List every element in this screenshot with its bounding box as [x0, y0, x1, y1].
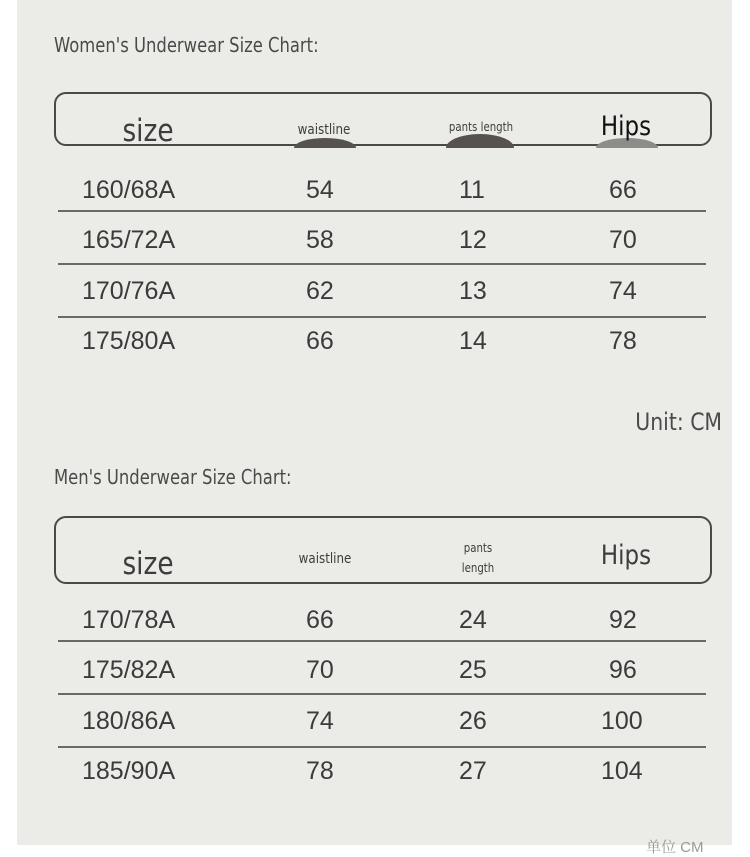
- footer-unit-label: 单位 CM: [646, 839, 704, 856]
- size-cell: 175/80A: [82, 327, 176, 355]
- waist-cell: 70: [306, 656, 334, 684]
- hips-cell: 66: [609, 176, 637, 204]
- table-row: [0, 757, 750, 787]
- women-header-pants-length: pants length: [448, 120, 514, 134]
- row-divider: [58, 640, 706, 642]
- table-row: [0, 327, 750, 357]
- hips-cell: 78: [609, 327, 637, 355]
- row-divider: [58, 693, 706, 695]
- women-chart-title: Women's Underwear Size Chart:: [54, 33, 319, 57]
- pants-length-cell: 12: [459, 226, 487, 254]
- size-cell: 170/78A: [82, 606, 176, 634]
- table-row: [0, 707, 750, 737]
- pants-length-cell: 13: [459, 277, 487, 305]
- size-cell: 170/76A: [82, 277, 176, 305]
- waist-cell: 78: [306, 757, 334, 785]
- pants-length-cell: 26: [459, 707, 487, 735]
- table-row: [0, 656, 750, 686]
- men-header-pants-line2: length: [461, 561, 495, 575]
- men-header-pants-line1: pants: [463, 541, 493, 555]
- women-header-size: size: [122, 113, 174, 149]
- pants-length-cell: 27: [459, 757, 487, 785]
- waist-cell: 66: [306, 606, 334, 634]
- hips-cell: 74: [609, 277, 637, 305]
- waist-cell: 58: [306, 226, 334, 254]
- row-divider: [58, 746, 706, 748]
- row-divider: [58, 263, 706, 265]
- size-cell: 165/72A: [82, 226, 176, 254]
- pants-length-cell: 25: [459, 656, 487, 684]
- men-header-size: size: [122, 546, 174, 582]
- table-row: [0, 176, 750, 206]
- size-cell: 160/68A: [82, 176, 176, 204]
- waist-cell: 54: [306, 176, 334, 204]
- table-row: [0, 606, 750, 636]
- table-row: [0, 277, 750, 307]
- women-header-hips: Hips: [600, 111, 652, 142]
- men-header-waistline: waistline: [298, 551, 352, 567]
- row-divider: [58, 316, 706, 318]
- hips-cell: 104: [601, 757, 643, 785]
- size-cell: 175/82A: [82, 656, 176, 684]
- size-cell: 180/86A: [82, 707, 176, 735]
- hips-cell: 96: [609, 656, 637, 684]
- women-header-waistline: waistline: [297, 122, 351, 138]
- pants-length-cell: 11: [459, 176, 485, 204]
- hips-cell: 70: [609, 226, 637, 254]
- row-divider: [58, 210, 706, 212]
- pants-length-cell: 14: [459, 327, 487, 355]
- men-chart-title: Men's Underwear Size Chart:: [54, 465, 292, 489]
- pants-length-cell: 24: [459, 606, 487, 634]
- waist-cell: 62: [306, 277, 334, 305]
- size-cell: 185/90A: [82, 757, 176, 785]
- table-row: [0, 226, 750, 256]
- waist-cell: 66: [306, 327, 334, 355]
- unit-label: Unit: CM: [635, 408, 722, 436]
- hips-cell: 92: [609, 606, 637, 634]
- men-header-hips: Hips: [600, 540, 652, 571]
- waist-cell: 74: [306, 707, 334, 735]
- hips-cell: 100: [601, 707, 643, 735]
